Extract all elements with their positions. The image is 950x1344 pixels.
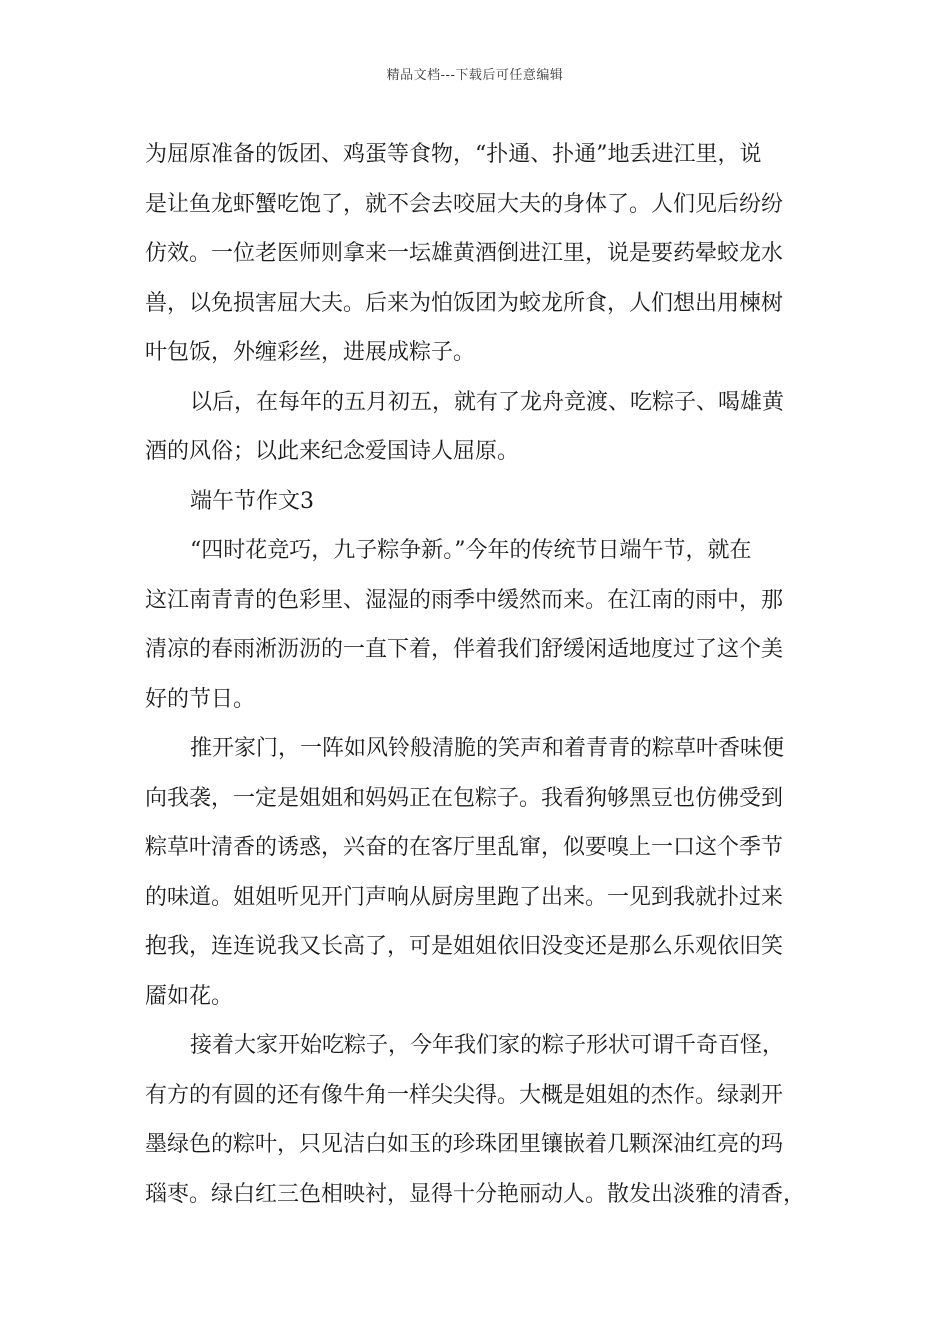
text-line: 抱我，连连说我又长高了，可是姐姐依旧没变还是那么乐观依旧笑	[145, 934, 784, 959]
text-line: 端午节作文3	[190, 488, 314, 514]
text-line: 是让鱼龙虾蟹吃饱了，就不会去咬屈大夫的身体了。人们见后纷纷	[145, 191, 784, 217]
text-line: 接着大家开始吃粽子，今年我们家的粽子形状可谓千奇百怪，	[190, 1033, 785, 1058]
text-line: 叶包饭，外缠彩丝，进展成粽子。	[145, 340, 476, 365]
text-line: 兽，以免损害屈大夫。后来为怕饭团为蛟龙所食，人们想出用楝树	[145, 290, 784, 316]
text-line: “四时花竞巧，九子粽争新。”今年的传统节日端午节，就在	[190, 538, 752, 563]
text-line: 粽草叶清香的诱惑，兴奋的在客厅里乱窜，似要嗅上一口这个季节	[145, 835, 784, 860]
text-line: 向我袭，一定是姐姐和妈妈正在包粽子。我看狗够黑豆也仿佛受到	[145, 785, 784, 811]
text-line: 仿效。一位老医师则拿来一坛雄黄酒倒进江里，说是要药晕蛟龙水	[145, 241, 784, 266]
text-line: 推开家门，一阵如风铃般清脆的笑声和着青青的粽草叶香味便	[190, 736, 785, 761]
text-line: 墨绿色的粽叶，只见洁白如玉的珍珠团里镶嵌着几颗深油红亮的玛	[145, 1132, 784, 1157]
text-line: 靥如花。	[145, 983, 234, 1009]
text-line: 的味道。姐姐听见开门声响从厨房里跑了出来。一见到我就扑过来	[145, 884, 784, 910]
page-header: 精品文档---下载后可任意编辑	[386, 68, 564, 83]
text-line: 有方的有圆的还有像牛角一样尖尖得。大概是姐姐的杰作。绿剥开	[145, 1082, 784, 1108]
text-line: 为屈原准备的饭团、鸡蛋等食物，“扑通、扑通”地丢进江里，说	[145, 142, 762, 167]
document-body	[145, 130, 811, 1219]
text-line: 以后，在每年的五月初五，就有了龙舟竞渡、吃粽子、喝雄黄	[190, 389, 785, 415]
text-line: 清凉的春雨淅沥沥的一直下着，伴着我们舒缓闲适地度过了这个美	[145, 637, 784, 662]
text-line: 酒的风俗；以此来纪念爱国诗人屈原。	[145, 439, 520, 464]
text-line: 好的节日。	[145, 686, 256, 712]
text-line: 这江南青青的色彩里、湿湿的雨季中缓然而来。在江南的雨中，那	[145, 587, 784, 613]
text-line: 瑙枣。绿白红三色相映衬，显得十分艳丽动人。散发出淡雅的清香，	[145, 1181, 806, 1207]
